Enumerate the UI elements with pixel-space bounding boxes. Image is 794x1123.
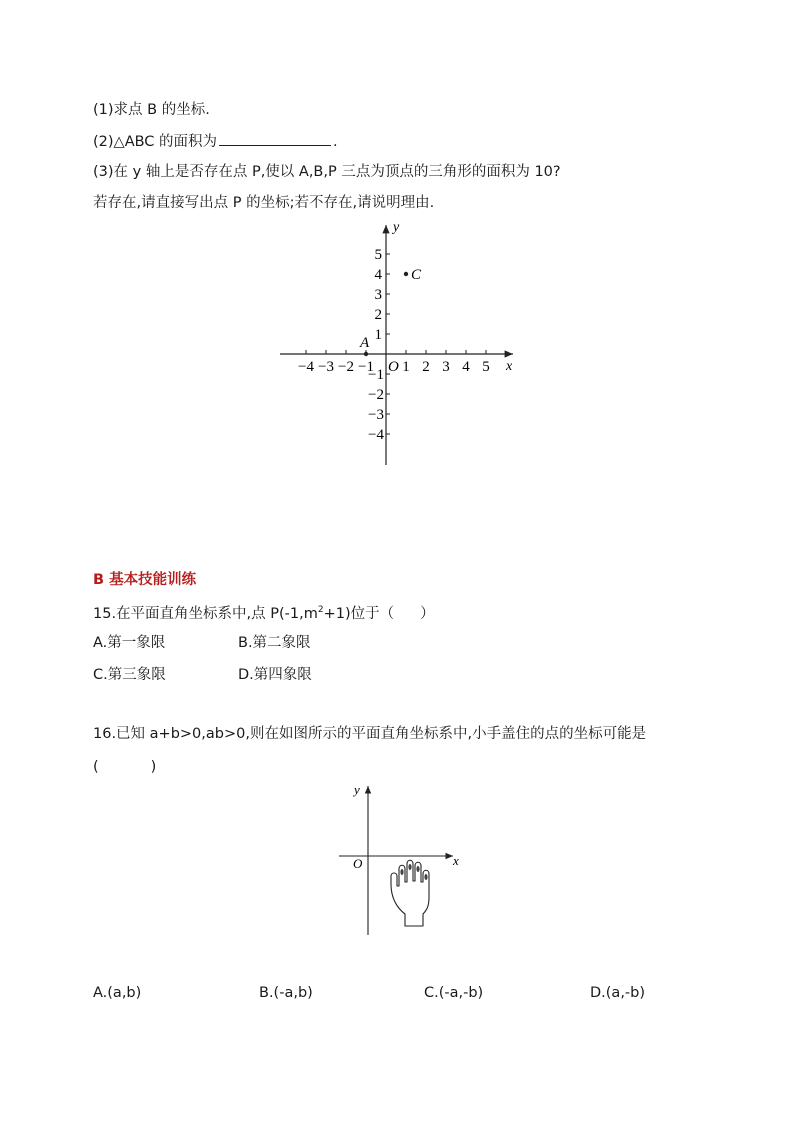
point-a-label: A xyxy=(360,335,370,351)
x-tick-neg1: −1 xyxy=(358,359,374,375)
x-tick-neg4: −4 xyxy=(298,359,314,375)
q16-option-c: C.(-a,-b) xyxy=(424,985,484,1001)
origin-label: O xyxy=(388,359,399,375)
q15-option-d: D.第四象限 xyxy=(238,667,312,683)
hand-icon xyxy=(391,860,429,926)
y-tick-neg4: −4 xyxy=(368,427,384,443)
q15-option-c: C.第三象限 xyxy=(93,667,166,683)
q15-stem xyxy=(93,600,435,624)
q14-part3-line2: 若存在,请直接写出点 P 的坐标;若不存在,请说明理由. xyxy=(93,195,435,211)
y-axis-label: y xyxy=(354,782,360,797)
x-tick-neg2: −2 xyxy=(338,359,354,375)
q16-stem: 16.已知 a+b>0,ab>0,则在如图所示的平面直角坐标系中,小手盖住的点的坐标可能是 xyxy=(93,726,647,742)
x-tick-4: 4 xyxy=(462,359,470,375)
q16-paren-open: ( xyxy=(93,759,99,775)
x-tick-1: 1 xyxy=(402,359,410,375)
y-tick-3: 3 xyxy=(374,287,382,303)
section-title: B 基本技能训练 xyxy=(93,572,197,588)
x-tick-2: 2 xyxy=(422,359,430,375)
q16-option-b: B.(-a,b) xyxy=(259,985,313,1001)
q14-part3-line1: (3)在 y 轴上是否存在点 P,使以 A,B,P 三点为顶点的三角形的面积为 10? xyxy=(93,164,561,180)
q14-part2-end: . xyxy=(333,134,338,150)
x-axis-label: x xyxy=(506,359,513,374)
q16-option-d: D.(a,-b) xyxy=(590,985,646,1001)
q16-hand-graph xyxy=(335,780,475,940)
q15-option-b: B.第二象限 xyxy=(238,635,311,651)
q16-option-a: A.(a,b) xyxy=(93,985,142,1001)
x-tick-neg3: −3 xyxy=(318,359,334,375)
y-tick-2: 2 xyxy=(374,307,382,323)
x-tick-3: 3 xyxy=(442,359,450,375)
q14-part2 xyxy=(93,131,338,152)
q15-stem-text: 15.在平面直角坐标系中,点 P(-1,m xyxy=(93,605,318,622)
point-c-label: C xyxy=(411,267,422,283)
y-axis-label: y xyxy=(393,220,400,235)
origin-label: O xyxy=(353,856,363,871)
q15-paren-close: ） xyxy=(420,605,435,622)
q14-coordinate-graph xyxy=(275,215,525,470)
q16-paren-close: ) xyxy=(150,759,157,775)
x-tick-5: 5 xyxy=(482,359,490,375)
q15-option-a: A.第一象限 xyxy=(93,635,166,651)
answer-blank xyxy=(219,131,331,146)
y-tick-neg1: −1 xyxy=(368,367,384,383)
y-tick-neg2: −2 xyxy=(368,387,384,403)
y-tick-neg3: −3 xyxy=(368,407,384,423)
x-axis-label: x xyxy=(453,853,459,868)
y-tick-4: 4 xyxy=(374,267,382,283)
point-a xyxy=(364,352,368,356)
point-c xyxy=(404,272,408,276)
q14-part2-text: (2)△ABC 的面积为 xyxy=(93,134,218,150)
q16-answer-paren xyxy=(93,757,156,777)
y-tick-1: 1 xyxy=(374,327,382,343)
y-tick-5: 5 xyxy=(374,247,382,263)
q14-part1: (1)求点 B 的坐标. xyxy=(93,102,210,118)
q15-superscript: 2 xyxy=(317,605,324,615)
q15-stem-tail: +1)位于（ xyxy=(323,605,395,622)
